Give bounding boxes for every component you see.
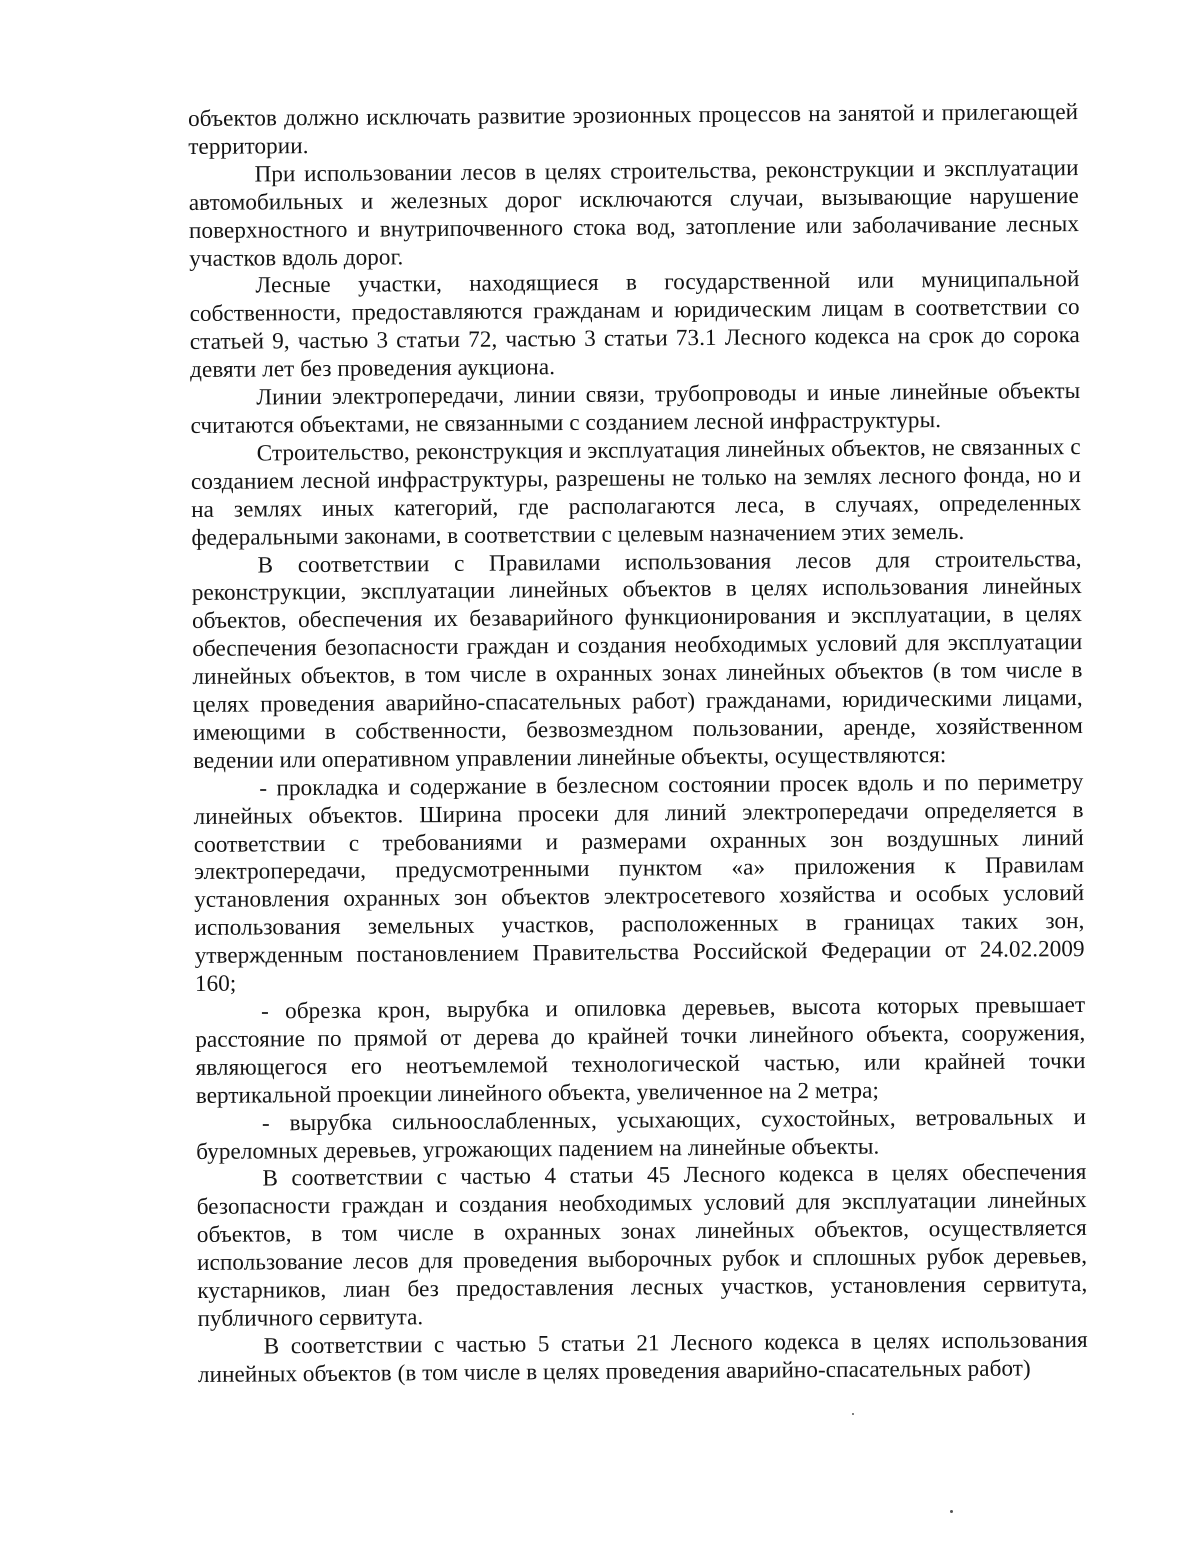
list-item-crown-trimming: - обрезка крон, вырубка и опиловка деревьев, высота которых превышает расстояние по прямой от дерева до крайней точки линейного объекта, сооружения, являющегося его неотъемлемой технологической частью, или крайней точки вертикальной проекции линейного объекта, увеличенное на 2 метра; [195, 991, 1086, 1109]
list-item-clearing: - прокладка и содержание в безлесном состоянии просек вдоль и по периметру линейных объектов. Ширина просеки для линий электропередачи определяется в соответствии с требованиями и размерами охранных зон воздушных линий электропередачи, предусмотренными пунктом «а» приложения к Правилам установления охранных зон объектов электросетевого хозяйства и особых условий использования земельных участков, расположенных в границах таких зон, утвержденным постановлением Правительства Российской Федерации от 24.02.2009 160; [193, 768, 1085, 998]
paragraph-article-45: В соответствии с частью 4 статьи 45 Лесного кодекса в целях обеспечения безопасности граждан и создания необходимых условий для эксплуатации линейных объектов, в том числе в охранных зонах линейных объектов, осуществляется использование лесов для проведения выборочных рубок и сплошных рубок деревьев, кустарников, лиан без предоставления лесных участков, установления сервитута, публичного сервитута. [196, 1159, 1088, 1332]
paragraph-land-plots: Лесные участки, находящиеся в государственной или муниципальной собственности, предоставляются гражданам и юридическим лицам в соответствии со статьей 9, частью 3 статьи 72, частью 3 статьи 73.1 Лесного кодекса на срок до сорока девяти лет без проведения аукциона. [189, 266, 1080, 384]
paragraph-erosion: объектов должно исключать развитие эрозионных процессов на занятой и прилегающей территории. [188, 99, 1079, 160]
scan-speck [950, 1510, 953, 1513]
paragraph-linear-objects-definition: Линии электропередачи, линии связи, трубопроводы и иные линейные объекты считаются объектами, не связанными с созданием лесной инфраструктуры. [190, 378, 1081, 439]
list-item-weak-trees: - вырубка сильноослабленных, усыхающих, сухостойных, ветровальных и буреломных деревьев, угрожающих падением на линейные объекты. [196, 1103, 1087, 1165]
paragraph-rules-intro: В соответствии с Правилами использования лесов для строительства, реконструкции, эксплуатации линейных объектов в целях использования линейных объектов, обеспечения их безаварийного функционирования и эксплуатации, в целях обеспечения безопасности граждан и создания необходимых условий для эксплуатации линейных объектов, в том числе в охранных зонах линейных объектов (в том числе в целях проведения аварийно-спасательных работ) гражданами, юридическими лицами, имеющими в собственности, безвозмездном пользовании, аренде, хозяйственном ведении или оперативном управлении линейные объекты, осуществляются: [191, 545, 1083, 774]
paragraph-roads: При использовании лесов в целях строительства, реконструкции и эксплуатации автомобильных и железных дорог исключаются случаи, вызывающие нарушение поверхностного и внутрипочвенного стока вод, затопление или заболачивание лесных участков вдоль дорог. [188, 154, 1080, 272]
document-page [188, 99, 1089, 1506]
paragraph-construction: Строительство, реконструкция и эксплуатация линейных объектов, не связанных с созданием лесной инфраструктуры, разрешены не только на землях лесного фонда, но и на землях иных категорий, где располагаются леса, в случаях, определенных федеральными законами, в соответствии с целевым назначением этих земель. [190, 433, 1082, 551]
paragraph-article-21: В соответствии с частью 5 статьи 21 Лесного кодекса в целях использования линейных объектов (в том числе в целях проведения аварийно-спасательных работ) [197, 1326, 1088, 1388]
scan-speck [852, 1413, 854, 1415]
